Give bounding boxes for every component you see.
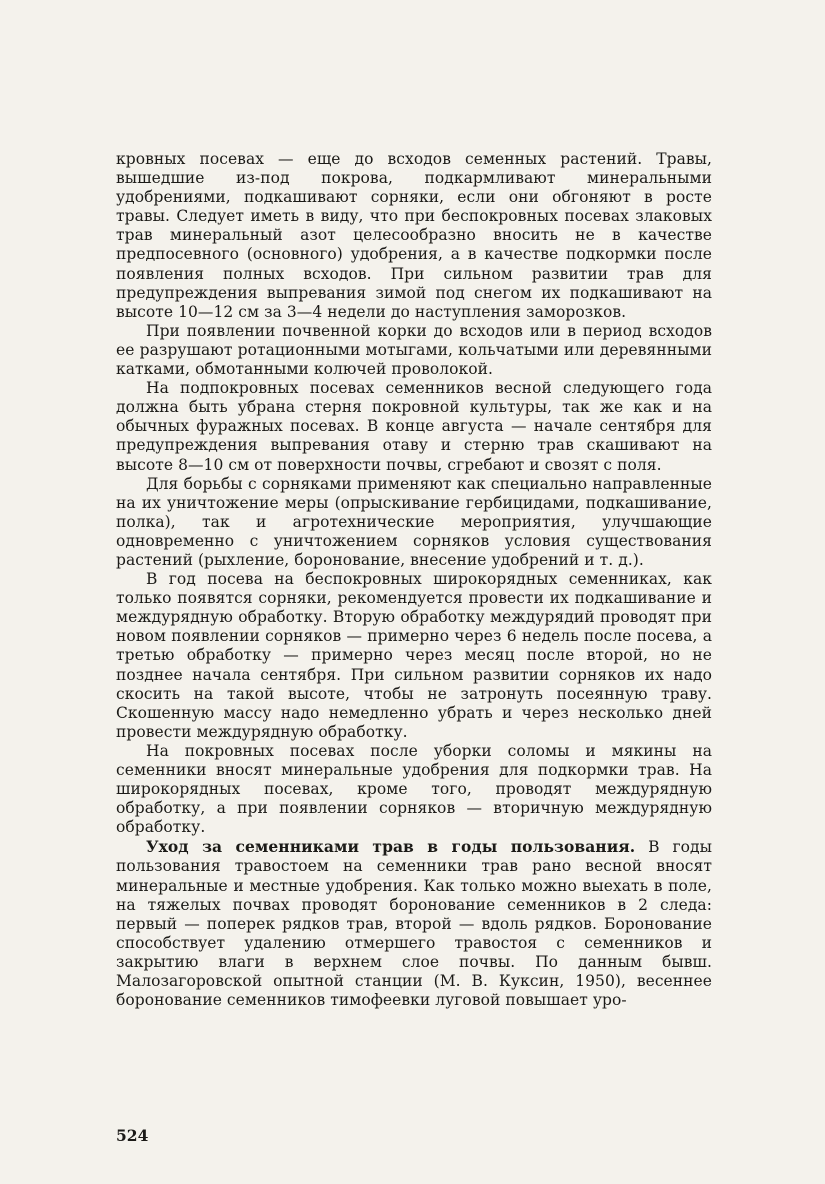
paragraph-4	[116, 475, 712, 570]
paragraph-2-text: При появлении почвенной корки до всходов или в период всходов ее разрушают ротационными мотыгами, кольчатыми или деревянными катками, обмотанными колючей проволокой.	[116, 321, 712, 379]
paragraph-5	[116, 570, 712, 742]
paragraph-7-text: В годы пользования травостоем на семенники трав рано весной вносят минеральные и местные удобрения. Как только можно выехать в поле, на тяжелых почвах проводят боронование семенников в 2 следа: первый — поперек рядков трав, второй — вдоль рядков. Боронование способствует удалению отмершего травостоя с семенников и закрытию влаги в верхнем слое почвы. По данным бывш. Малозагоровской опытной станции (М. В. Куксин, 1950), весеннее боронование семенников тимофеевки луговой повышает уро-	[116, 838, 712, 1010]
page-number: 524	[116, 1126, 149, 1145]
paragraph-5-text: В год посева на беспокровных широкорядных семенниках, как только появятся сорняки, рекомендуется провести их подкашивание и междурядную обработку. Вторую обработку междурядий проводят при новом появлении сорняков — примерно через 6 недель после посева, а третью обработку — примерно через месяц после второй, но не позднее начала сентября. При сильном развитии сорняков их надо скосить на такой высоте, чтобы не затронуть посеянную траву. Скошенную массу надо немедленно убрать и через несколько дней провести междурядную обработку.	[116, 570, 712, 741]
paragraph-1	[116, 150, 712, 322]
paragraph-1-text: кровных посевах — еще до всходов семенных растений. Травы, вышедшие из-под покрова, подкармливают минеральными удобрениями, подкашивают сорняки, если они обгоняют в росте травы. Следует иметь в виду, что при беспокровных посевах злаковых трав минеральный азот целесообразно вносить не в качестве предпосевного (основного) удобрения, а в качестве подкормки после появления полных всходов. При сильном развитии трав для предупреждения выпревания зимой под снегом их подкашивают на высоте 10—12 см за 3—4 недели до наступления заморозков.	[116, 150, 712, 321]
paragraph-3-text: На подпокровных посевах семенников весной следующего года должна быть убрана стерня покровной культуры, так же как и на обычных фуражных посевах. В конце августа — начале сентября для предупреждения выпревания отаву и стерню трав скашивают на высоте 8—10 см от поверхности почвы, сгребают и свозят с поля.	[116, 379, 712, 474]
paragraph-7	[116, 837, 712, 1010]
section-lead-heading: Уход за семенниками трав в годы пользования.	[146, 837, 636, 857]
paragraph-3	[116, 379, 712, 474]
paragraph-4-text: Для борьбы с сорняками применяют как специально направленные на их уничтожение меры (опрыскивание гербицидами, подкашивание, полка), так и агротехнические мероприятия, улучшающие одновременно с уничтожением сорняков условия существования растений (рыхление, боронование, внесение удобрений и т. д.).	[116, 474, 712, 569]
paragraph-6-text: На покровных посевах после уборки соломы и мякины на семенники вносят минеральные удобрения для подкормки трав. На широкорядных посевах, кроме того, проводят междурядную обработку, а при появлении сорняков — вторичную междурядную обработку.	[116, 741, 712, 837]
page-body	[116, 150, 712, 1010]
paragraph-6	[116, 742, 712, 837]
paragraph-2	[116, 322, 712, 379]
